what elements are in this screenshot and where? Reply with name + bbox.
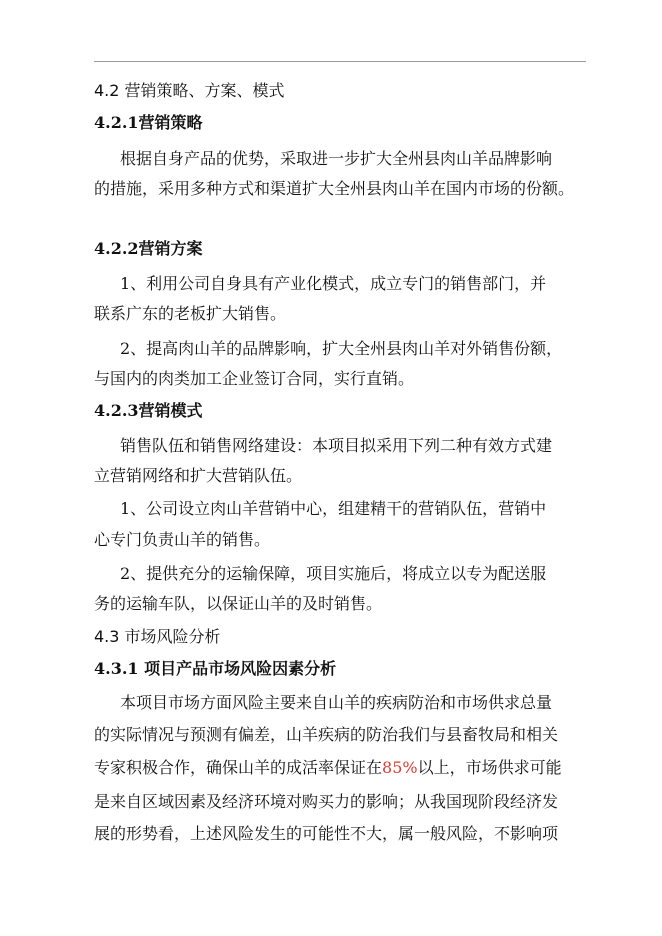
paragraph-line: 立营销网络和扩大营销队伍。 — [94, 466, 303, 485]
paragraph-line: 是来自区域因素及经济环境对购买力的影响；从我国现阶段经济发 — [94, 792, 559, 811]
paragraph-line: 1、利用公司自身具有产业化模式，成立专门的销售部门，并 — [120, 274, 547, 293]
text-segment: 以上，市场供求可能 — [417, 758, 562, 777]
section-heading-4-2: 4.2 营销策略、方案、模式 — [94, 81, 285, 100]
paragraph-line: 心专门负责山羊的销售。 — [94, 530, 271, 549]
header-rule — [94, 61, 586, 62]
section-heading-4-3: 4.3 市场风险分析 — [94, 627, 221, 646]
paragraph-line — [94, 758, 562, 778]
highlighted-percentage: 85% — [382, 758, 418, 777]
subsection-heading-4-3-1: 4.3.1 项目产品市场风险因素分析 — [94, 659, 337, 678]
paragraph-line: 根据自身产品的优势，采取进一步扩大全州县肉山羊品牌影响 — [120, 149, 553, 168]
text-segment: 专家积极合作，确保山羊的成活率保证在 — [94, 758, 383, 777]
paragraph-line: 本项目市场方面风险主要来自山羊的疾病防治和市场供求总量 — [120, 693, 553, 712]
paragraph-line: 与国内的肉类加工企业签订合同，实行直销。 — [94, 369, 415, 388]
paragraph-line: 的实际情况与预测有偏差，山羊疾病的防治我们与县畜牧局和相关 — [94, 725, 559, 744]
paragraph-line: 展的形势看，上述风险发生的可能性不大，属一般风险，不影响项 — [94, 824, 559, 843]
paragraph-line: 1、公司设立肉山羊营销中心，组建精干的营销队伍，营销中 — [120, 499, 547, 518]
paragraph-line: 务的运输车队，以保证山羊的及时销售。 — [94, 594, 383, 613]
subsection-heading-4-2-2: 4.2.2营销方案 — [94, 239, 203, 258]
paragraph-line: 联系广东的老板扩大销售。 — [94, 304, 287, 323]
paragraph-line: 2、提供充分的运输保障，项目实施后，将成立以专为配送服 — [120, 564, 547, 583]
paragraph-line: 2、提高肉山羊的品牌影响，扩大全州县肉山羊对外销售份额， — [120, 339, 563, 358]
paragraph-line: 的措施，采用多种方式和渠道扩大全州县肉山羊在国内市场的份额。 — [94, 179, 575, 198]
subsection-heading-4-2-1: 4.2.1营销策略 — [94, 113, 203, 132]
subsection-heading-4-2-3: 4.2.3营销模式 — [94, 401, 203, 420]
paragraph-line: 销售队伍和销售网络建设：本项目拟采用下列二种有效方式建 — [120, 436, 553, 455]
